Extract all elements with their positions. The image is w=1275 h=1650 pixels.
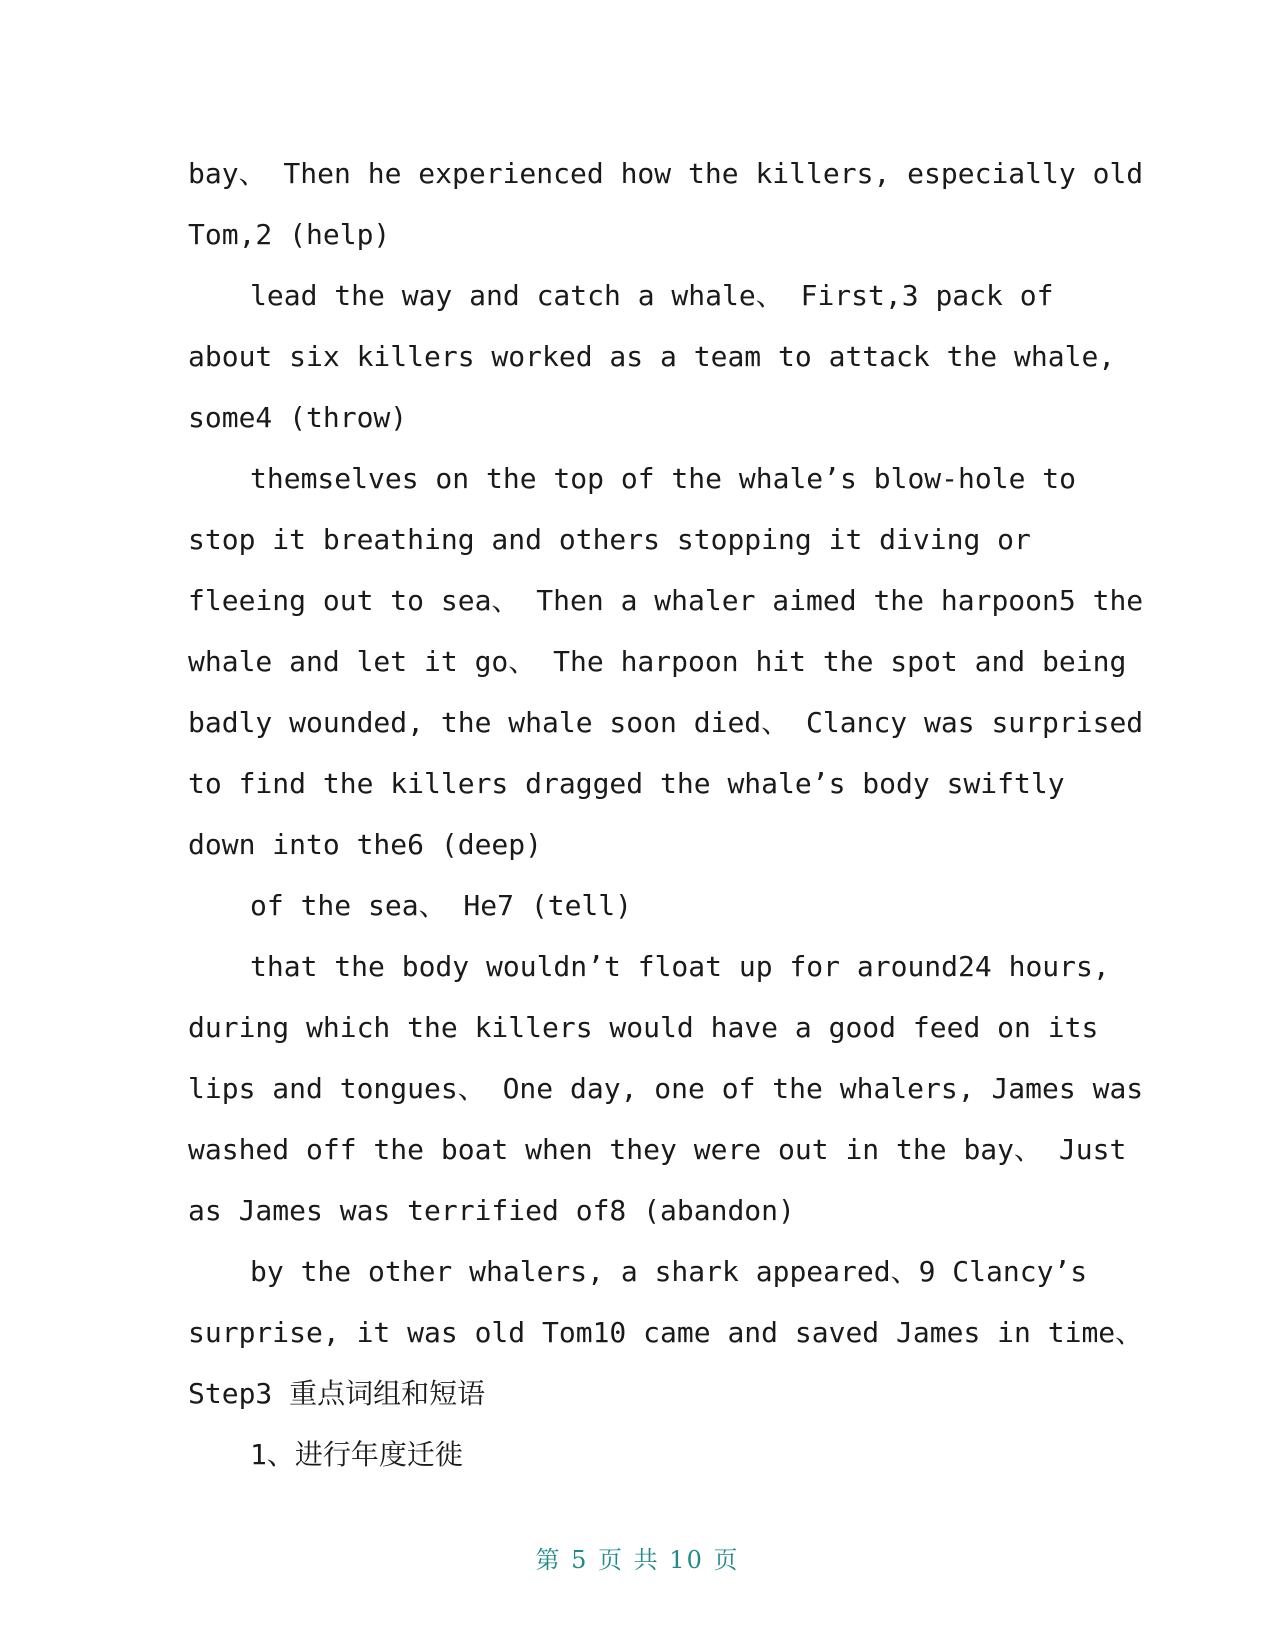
text-line: by the other whalers, a shark appeared、9 Clancy’s xyxy=(250,1255,1088,1288)
page-number-footer: 第 5 页 共 10 页 xyxy=(535,1546,740,1574)
text-line: down into the6 (deep) xyxy=(188,828,543,861)
text-line: bay、 Then he experienced how the killers, especially old xyxy=(188,157,1144,190)
document-body xyxy=(188,143,1144,1485)
text-line: some4 (throw) xyxy=(188,401,408,434)
text-line: whale and let it go、 The harpoon hit the spot and being xyxy=(188,645,1127,678)
text-line: badly wounded, the whale soon died、 Clancy was surprised xyxy=(188,706,1144,739)
text-line: fleeing out to sea、 Then a whaler aimed the harpoon5 the xyxy=(188,584,1144,617)
text-line: as James was terrified of8 (abandon) xyxy=(188,1194,795,1227)
text-line: during which the killers would have a good feed on its xyxy=(188,1011,1099,1044)
text-line: Tom,2 (help) xyxy=(188,218,391,251)
text-line: about six killers worked as a team to attack the whale, xyxy=(188,340,1116,373)
text-line: lead the way and catch a whale、 First,3 pack of xyxy=(250,279,1054,312)
list-item: 1、进行年度迁徙 xyxy=(250,1438,463,1471)
text-line: to find the killers dragged the whale’s body swiftly xyxy=(188,767,1065,800)
text-line: themselves on the top of the whale’s blow-hole to xyxy=(250,462,1077,495)
text-line: washed off the boat when they were out in the bay、 Just xyxy=(188,1133,1127,1166)
text-line: that the body wouldn’t float up for around24 hours, xyxy=(250,950,1110,983)
section-heading: Step3 重点词组和短语 xyxy=(188,1377,486,1410)
text-line: stop it breathing and others stopping it diving or xyxy=(188,523,1031,556)
text-line: surprise, it was old Tom10 came and saved James in time、 xyxy=(188,1316,1144,1349)
text-line: of the sea、 He7 (tell) xyxy=(250,889,633,922)
text-line: lips and tongues、 One day, one of the whalers, James was xyxy=(188,1072,1144,1105)
